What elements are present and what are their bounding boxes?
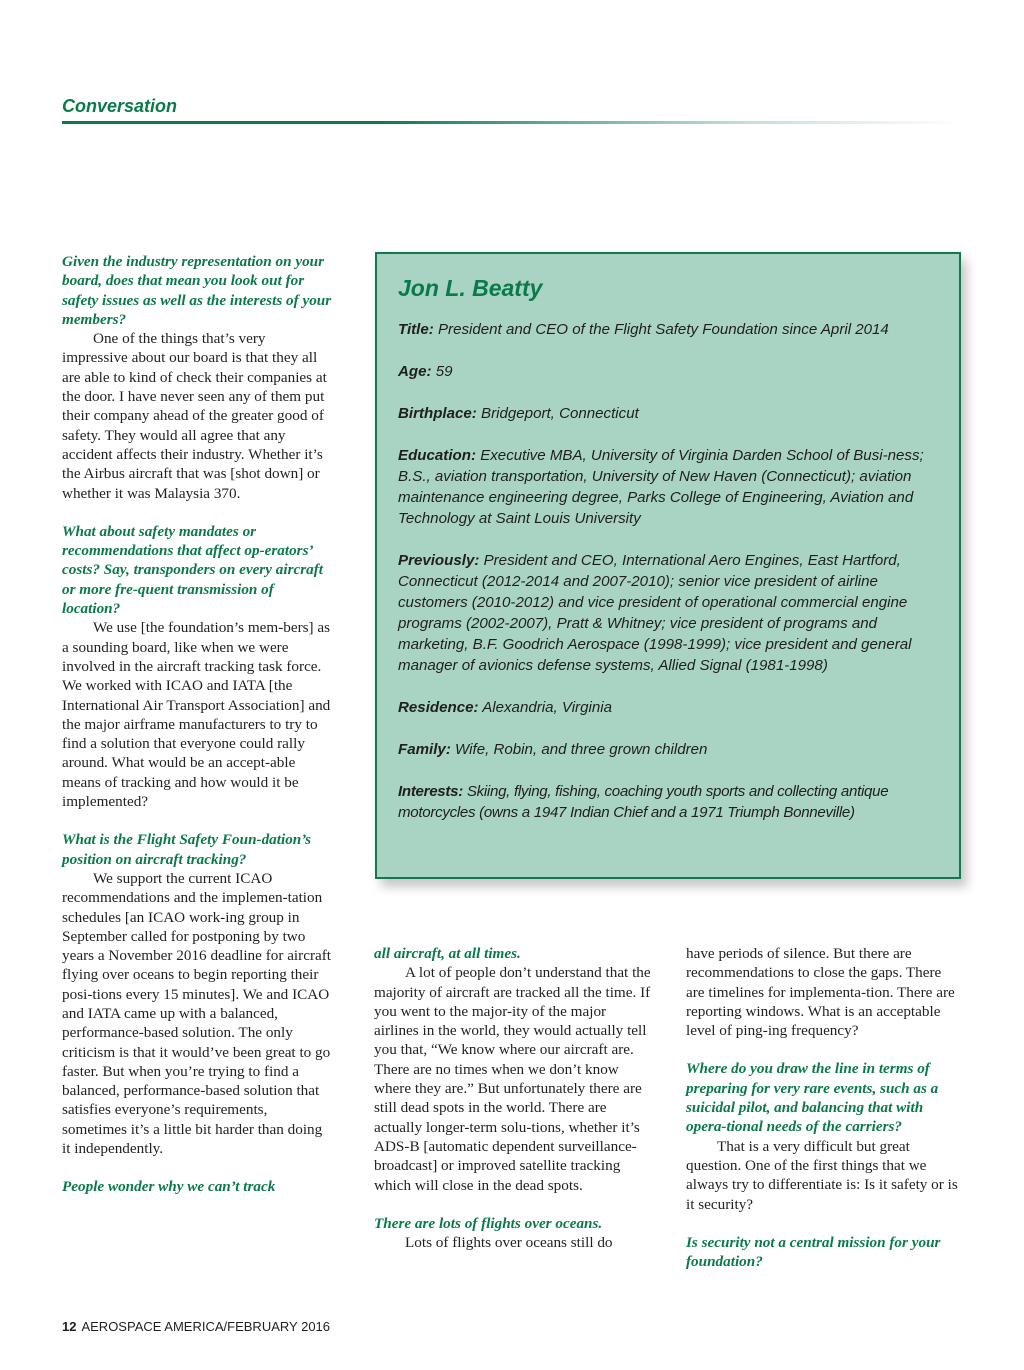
field-label: Education: xyxy=(398,447,476,464)
field-value: Executive MBA, University of Virginia Darden School of Busi-ness; B.S., aviation transportation, University of New Haven (Connecticut); aviation maintenance engineering degree, Parks College of Engineering, Aviation and Technology at Saint Louis University xyxy=(398,447,924,527)
question-7: Is security not a central mission for your foundation? xyxy=(686,1233,941,1271)
page-footer xyxy=(62,1319,330,1334)
article-column-1 xyxy=(62,252,334,1197)
answer-5-continued: have periods of silence. But there are recommendations to close the gaps. There are timelines for implementa-tion. There are reporting windows. What is an acceptable level of ping-ing frequency? xyxy=(686,945,955,1040)
profile-family xyxy=(398,739,939,760)
question-1: Given the industry representation on your board, does that mean you look out for safety issues as well as the interests of your members? xyxy=(62,253,332,328)
field-label: Residence: xyxy=(398,699,479,716)
answer-2: We use [the foundation’s mem-bers] as a sounding board, like when we were involved in the aircraft tracking task force. We worked with ICAO and IATA [the International Air Transport Association] and the major airframe manufacturers to try to find a solution that everyone could rally around. What would be an accept-able means of tracking and how would it be implemented? xyxy=(62,619,331,811)
field-label: Family: xyxy=(398,741,451,758)
answer-6: That is a very difficult but great question. One of the first things that we always try to differentiate is: Is it safety or is it security? xyxy=(686,1137,958,1213)
profile-title xyxy=(398,319,939,340)
field-label: Title: xyxy=(398,321,434,338)
question-2: What about safety mandates or recommendations that affect op-erators’ costs? Say, transponders on every aircraft or more fre-quent transmission of location? xyxy=(62,522,323,618)
field-value: President and CEO, International Aero Engines, East Hartford, Connecticut (2012-2014 and 2007-2010); senior vice president of airline customers (2010-2012) and vice president of operational commercial engine programs (2002-2007), Pratt & Whitney; vice president of programs and marketing, B.F. Goodrich Aerospace (1998-1999); vice president and general manager of avionics defense systems, Allied Signal (1981-1998) xyxy=(398,552,912,674)
profile-education xyxy=(398,445,939,529)
profile-birthplace xyxy=(398,403,939,424)
answer-1: One of the things that’s very impressive about our board is that they all are able to kind of check their companies at the door. I have never seen any of them put their company ahead of the greater good of safety. They would all agree that any accident affects their industry. Whether it’s the Airbus aircraft that was [shot down] or whether it was Malaysia 370. xyxy=(62,330,327,502)
field-label: Birthplace: xyxy=(398,405,477,422)
field-value: 59 xyxy=(435,363,453,380)
question-4: People wonder why we can’t track xyxy=(62,1178,276,1196)
profile-interests xyxy=(398,781,939,823)
question-6: Where do you draw the line in terms of preparing for very rare events, such as a suicidal pilot, and balancing that with opera-tional needs of the carriers? xyxy=(686,1060,939,1136)
field-value: President and CEO of the Flight Safety Foundation since April 2014 xyxy=(437,321,889,338)
profile-residence xyxy=(398,697,939,718)
profile-box xyxy=(375,252,961,879)
answer-4: A lot of people don’t understand that the majority of aircraft are tracked all the time. If you went to the major-ity of the major airlines in the world, they would actually tell you that, “We know where our aircraft are. There are no times when we don’t know where they are.” But unfortunately there are still dead spots in the world. There are actually longer-term solu-tions, whether it’s ADS-B [automatic dependent surveillance-broadcast] or improved satellite tracking which will close in the dead spots. xyxy=(374,964,651,1194)
field-value: Bridgeport, Connecticut xyxy=(481,405,639,422)
answer-5: Lots of flights over oceans still do xyxy=(405,1234,613,1252)
profile-name: Jon L. Beatty xyxy=(398,275,543,301)
article-column-2 xyxy=(374,944,654,1252)
field-value: Wife, Robin, and three grown children xyxy=(455,741,708,758)
field-label: Interests: xyxy=(398,783,463,800)
article-column-3 xyxy=(686,944,962,1271)
section-divider xyxy=(62,121,962,124)
field-value: Alexandria, Virginia xyxy=(482,699,612,716)
page-number: 12 xyxy=(62,1319,77,1334)
profile-age xyxy=(398,361,939,382)
field-value: Skiing, flying, fishing, coaching youth sports and collecting antique motorcycles (owns a 1947 Indian Chief and a 1971 Triumph Bonneville) xyxy=(398,783,889,821)
question-4-continued: all aircraft, at all times. xyxy=(374,945,521,962)
field-label: Previously: xyxy=(398,552,480,569)
answer-3: We support the current ICAO recommendations and the implemen-tation schedules [an ICAO work-ing group in September called for postponing by two years a November 2016 deadline for aircraft flying over oceans to begin reporting their posi-tions every 15 minutes]. We and ICAO and IATA came up with a balanced, performance-based solution. The only criticism is that it would’ve been great to go faster. But when you’re trying to find a balanced, performance-based solution that satisfies everyone’s requirements, sometimes it’s a little bit harder than doing it independently. xyxy=(62,869,332,1158)
profile-previously xyxy=(398,550,939,676)
question-5: There are lots of flights over oceans. xyxy=(374,1214,603,1232)
question-3: What is the Flight Safety Foun-dation’s position on aircraft tracking? xyxy=(62,831,312,868)
publication-info: AEROSPACE AMERICA/FEBRUARY 2016 xyxy=(81,1319,331,1334)
section-label: Conversation xyxy=(62,96,178,116)
field-label: Age: xyxy=(398,363,432,380)
